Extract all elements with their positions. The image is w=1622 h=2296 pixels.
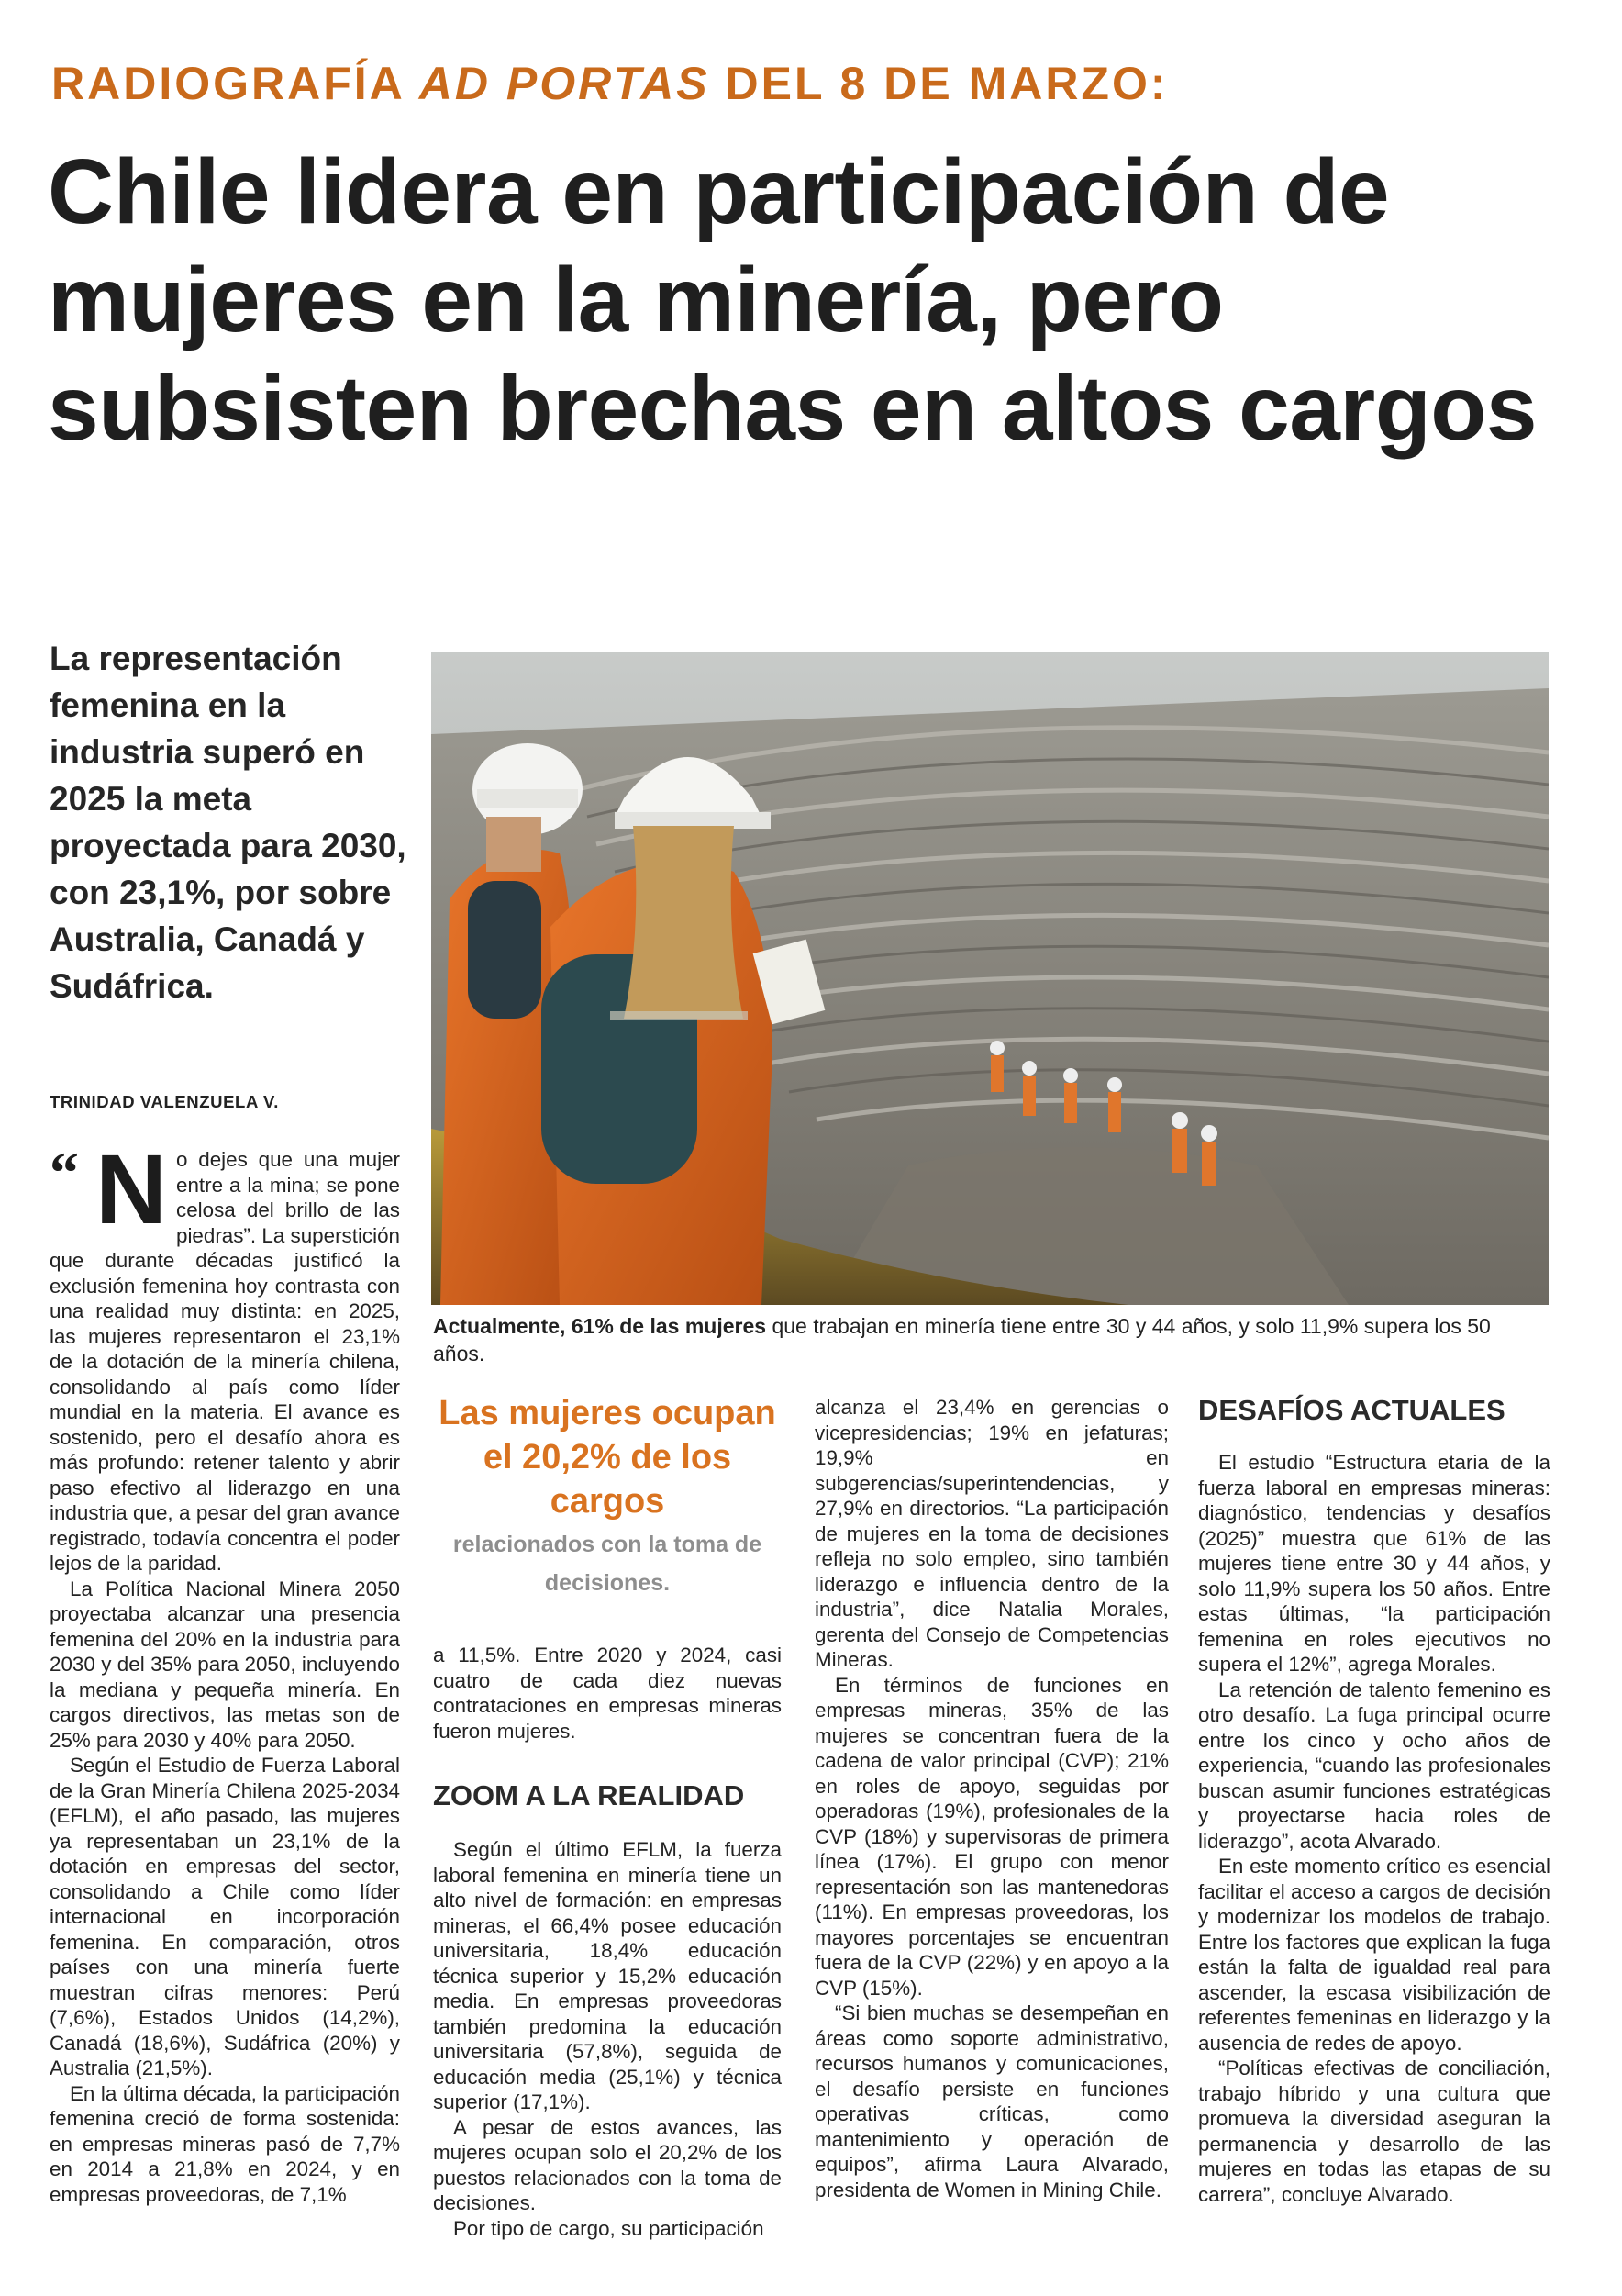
column-4	[1198, 1450, 1550, 2207]
opening-quote-mark: “	[50, 1140, 79, 1205]
col3-para-2: En términos de funciones en empresas mineras, 35% de las mujeres se concentran fuera de la cadena de valor principal (CVP); 21% en roles de apoyo, seguidas por operadoras (19%), profesionales de la CVP (18%) y supervisoras de primera línea (17%). El grupo con menor representación son las mantenedoras (11%). En empresas proveedoras, los mayores porcentajes se encuentran fuera de la CVP (22%) y en apoyo a la CVP (15%).	[815, 1673, 1169, 2000]
col1-para-2: La Política Nacional Minera 2050 proyectaba alcanzar una presencia femenina del 20% en la industria para 2030 y del 35% para 2050, incluyendo la mediana y pequeña minería. En cargos directivos, las metas son de 25% para 2030 y 40% para 2050.	[50, 1577, 400, 1752]
pullquote-sub: relacionados con la toma de decisiones.	[452, 1532, 762, 1596]
col2-para-3: A pesar de estos avances, las mujeres ocupan solo el 20,2% de los puestos relacionados con la toma de decisiones.	[433, 2115, 782, 2214]
mine-photo	[431, 652, 1549, 1305]
dropcap-paragraph	[50, 1133, 400, 1577]
column-3	[815, 1395, 1169, 2202]
col1-para-4: En la última década, la participación femenina creció de forma sostenida: en empresas mineras pasó de 7,7% en 2014 a 21,8% en 2024, y en empresas proveedoras, de 7,1%	[50, 2081, 400, 2206]
mine-photo-illustration	[431, 652, 1549, 1305]
col4-para-1: El estudio “Estructura etaria de la fuerza laboral en empresas mineras: diagnóstico, tendencias y desafíos (2025)” muestra que 61% de las mujeres tiene entre 30 y 44 años, y solo 11,9% supera los 50 años. Entre estas últimas, “la participación femenina en roles ejecutivos no supera el 12%”, agrega Morales.	[1198, 1451, 1550, 1676]
col4-para-2: La retención de talento femenino es otro desafío. La fuga principal ocurre entre los cinco y ocho años de experiencia, “cuando las profesionales buscan asumir funciones estratégicas y proyectarse hacia roles de liderazgo”, acota Alvarado.	[1198, 1677, 1550, 1853]
dropcap-letter: N	[95, 1133, 167, 1244]
photo-caption	[433, 1312, 1534, 1367]
section-head-desafios: DESAFÍOS ACTUALES	[1198, 1394, 1505, 1426]
column-2-bottom	[433, 1837, 782, 2241]
lede: La representación femenina en la industria superó en 2025 la meta proyectada para 2030, con 23,1%, por sobre Australia, Canadá y Sudáfrica.	[50, 640, 406, 1005]
section-head-zoom: ZOOM A LA REALIDAD	[433, 1779, 745, 1811]
kicker-part3: DEL 8 DE MARZO:	[709, 58, 1169, 109]
col1-para-1: o dejes que una mujer entre a la mina; se pone celosa del brillo de las piedras”. La superstición que durante décadas justificó la exclusión femenina hoy contrasta con una realidad muy distinta: en 2025, las mujeres representaron el 23,1% de la dotación de la minería chilena, consolidando al país como líder mundial en la materia. El avance es sostenido, pero el desafío ahora es más profundo: retener talento y abrir paso efectivo al liderazgo en una industria que, a pesar del gran avance registrado, todavía concentra el poder lejos de la paridad.	[50, 1148, 400, 1575]
kicker-part1: RADIOGRAFÍA	[51, 58, 419, 109]
caption-rest: que trabajan en minería tiene entre 30 y 44 años, y solo 11,9% supera los 50 años.	[433, 1314, 1491, 1365]
headline: Chile lidera en participación de mujeres en la minería, pero subsisten brechas en altos cargos	[48, 140, 1538, 460]
kicker-part2: AD PORTAS	[418, 58, 710, 109]
col3-para-1: alcanza el 23,4% en gerencias o vicepresidencias; 19% en jefaturas; 19,9% en subgerencias/superintendencias, y 27,9% en directorios. “La participación de mujeres en la toma de decisiones refleja no solo empleo, sino también liderazgo e influencia dentro de la industria”, dice Natalia Morales, gerenta del Consejo de Competencias Mineras.	[815, 1396, 1169, 1671]
pullquote	[433, 1391, 782, 1602]
col2-para-2: Según el último EFLM, la fuerza laboral femenina en minería tiene un alto nivel de formación: en empresas mineras, el 66,4% posee educación universitaria, 18,4% educación técnica superior y 15,2% educación media. En empresas proveedoras también predomina la educación universitaria (57,8%), seguida de educación media (25,1%) y técnica superior (17,1%).	[433, 1838, 782, 2113]
col2-para-4: Por tipo de cargo, su participación	[453, 2216, 764, 2240]
pullquote-main: Las mujeres ocupan el 20,2% de los cargos	[439, 1394, 776, 1521]
kicker	[51, 57, 1169, 110]
col4-para-3: En este momento crítico es esencial facilitar el acceso a cargos de decisión y modernizar los modelos de trabajo. Entre los factores que explican la fuga están la falta de igualdad real para ascender, la escasa visibilización de referentes femeninas en liderazgo y la ausencia de redes de apoyo.	[1198, 1855, 1550, 2055]
col2-para-1: a 11,5%. Entre 2020 y 2024, casi cuatro de cada diez nuevas contrataciones en empresas mineras fueron mujeres.	[433, 1644, 782, 1743]
caption-bold: Actualmente, 61% de las mujeres	[433, 1314, 767, 1338]
byline: TRINIDAD VALENZUELA V.	[50, 1092, 279, 1111]
col1-para-3: Según el Estudio de Fuerza Laboral de la Gran Minería Chilena 2025-2034 (EFLM), el año pasado, las mujeres ya representaban un 23,1% de la dotación en empresas del sector, consolidando a Chile como líder internacional en incorporación femenina. En comparación, otros países con una minería fuerte muestran cifras menores: Perú (7,6%), Estados Unidos (14,2%), Canadá (18,6%), Sudáfrica (20%) y Australia (21,5%).	[50, 1754, 400, 2079]
column-1	[50, 1133, 400, 2207]
col3-para-3: “Si bien muchas se desempeñan en áreas como soporte administrativo, recursos humanos y comunicaciones, el desafío persiste en funciones operativas críticas, como mantenimiento y operación de equipos”, afirma Laura Alvarado, presidenta de Women in Mining Chile.	[815, 2001, 1169, 2201]
column-2-top	[433, 1643, 782, 1744]
col4-para-4: “Políticas efectivas de conciliación, trabajo híbrido y una cultura que promueva la diversidad aseguran la permanencia y desarrollo de las mujeres en todas las etapas de su carrera”, concluye Alvarado.	[1198, 2056, 1550, 2206]
